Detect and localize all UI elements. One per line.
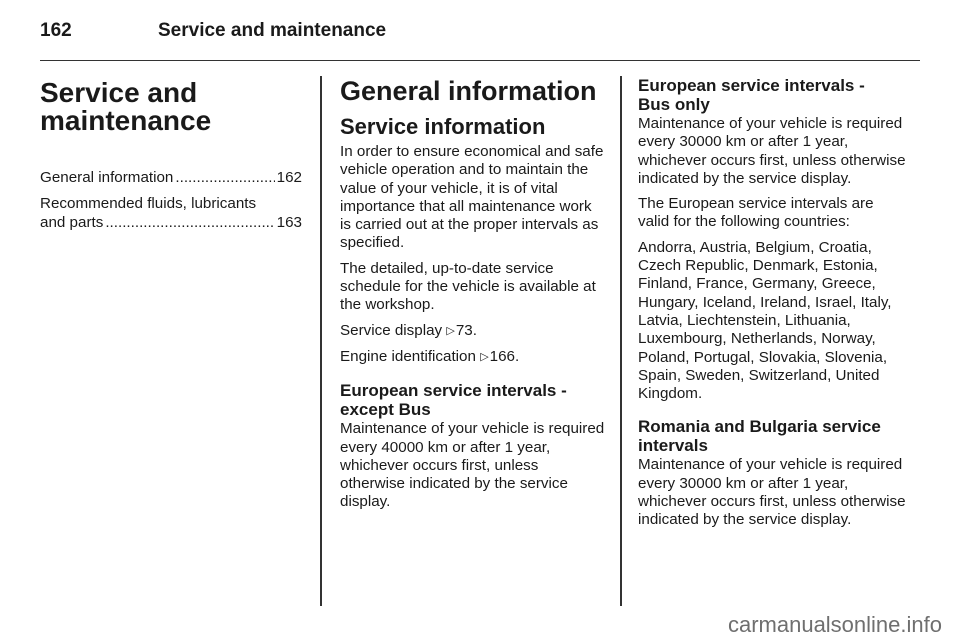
country-list: Andorra, Austria, Belgium, Croatia, Czech Republic, Denmark, Estonia, Finland, France, Germany, Greece, Hungary, Iceland, Ireland, Israel, Italy, Latvia, Liechtenstein, Lithuania, Luxembourg, Netherlands, Norway, Poland, Portugal, Slovakia, Slovenia, Spain, Sweden, Switzerland, United Kingdom. — [638, 238, 892, 403]
toc-entry-recommended-fluids[interactable] — [40, 195, 302, 232]
heading-european-intervals-except-bus: European service intervals - except Bus — [340, 381, 567, 420]
toc-entry-label: Recommended fluids, lubricants — [40, 195, 257, 213]
heading-romania-bulgaria-intervals: Romania and Bulgaria service intervals — [638, 417, 881, 456]
toc-entry-label-cont: and parts — [40, 213, 104, 231]
paragraph: Maintenance of your vehicle is required every 30000 km or after 1 year, whichever occurs first, unless otherwise indicated by the service display. — [638, 456, 906, 529]
page-number: 162 — [40, 20, 72, 41]
heading-european-intervals-bus-only: European service intervals - Bus only — [638, 76, 865, 114]
page-reference-arrow-icon: ▷ — [446, 324, 455, 337]
cross-reference-engine-identification[interactable]: Engine identification ▷166. — [340, 347, 520, 365]
page-reference-arrow-icon: ▷ — [480, 350, 489, 363]
toc-entry-label: General information — [40, 169, 174, 186]
paragraph: The detailed, up-to-date service schedule for the vehicle is available at the workshop. — [340, 259, 596, 314]
paragraph: The European service intervals are valid for the following countries: — [638, 195, 874, 231]
paragraph: Maintenance of your vehicle is required every 30000 km or after 1 year, whichever occurs first, unless otherwise indicated by the service display. — [638, 115, 906, 187]
toc-entry-page: 163 — [276, 213, 302, 231]
subsection-heading-service-information: Service information — [340, 114, 546, 139]
paragraph: In order to ensure economical and safe vehicle operation and to maintain the value of your vehicle, it is of vital importance that all maintenance work is carried out at the proper intervals as specified. — [340, 143, 604, 252]
running-title: Service and maintenance — [158, 20, 387, 41]
toc-leader-dots — [105, 214, 274, 232]
page-header — [40, 16, 920, 61]
chapter-title: Service and maintenance — [40, 77, 212, 136]
toc-entry-general-information[interactable] — [40, 169, 302, 187]
column-divider — [620, 76, 622, 606]
chapter-sidebar — [40, 76, 302, 240]
middle-column — [340, 76, 605, 519]
paragraph: Maintenance of your vehicle is required every 40000 km or after 1 year, whichever occurs first, unless otherwise indicated by the service display. — [340, 420, 605, 511]
toc-leader-dots — [175, 169, 274, 187]
right-column — [638, 76, 906, 537]
toc-entry-page: 162 — [276, 169, 302, 186]
section-heading-general-information: General information — [340, 76, 597, 106]
cross-reference-service-display[interactable]: Service display ▷73. — [340, 321, 477, 339]
column-divider — [320, 76, 322, 606]
watermark: carmanualsonline.info — [727, 612, 942, 637]
